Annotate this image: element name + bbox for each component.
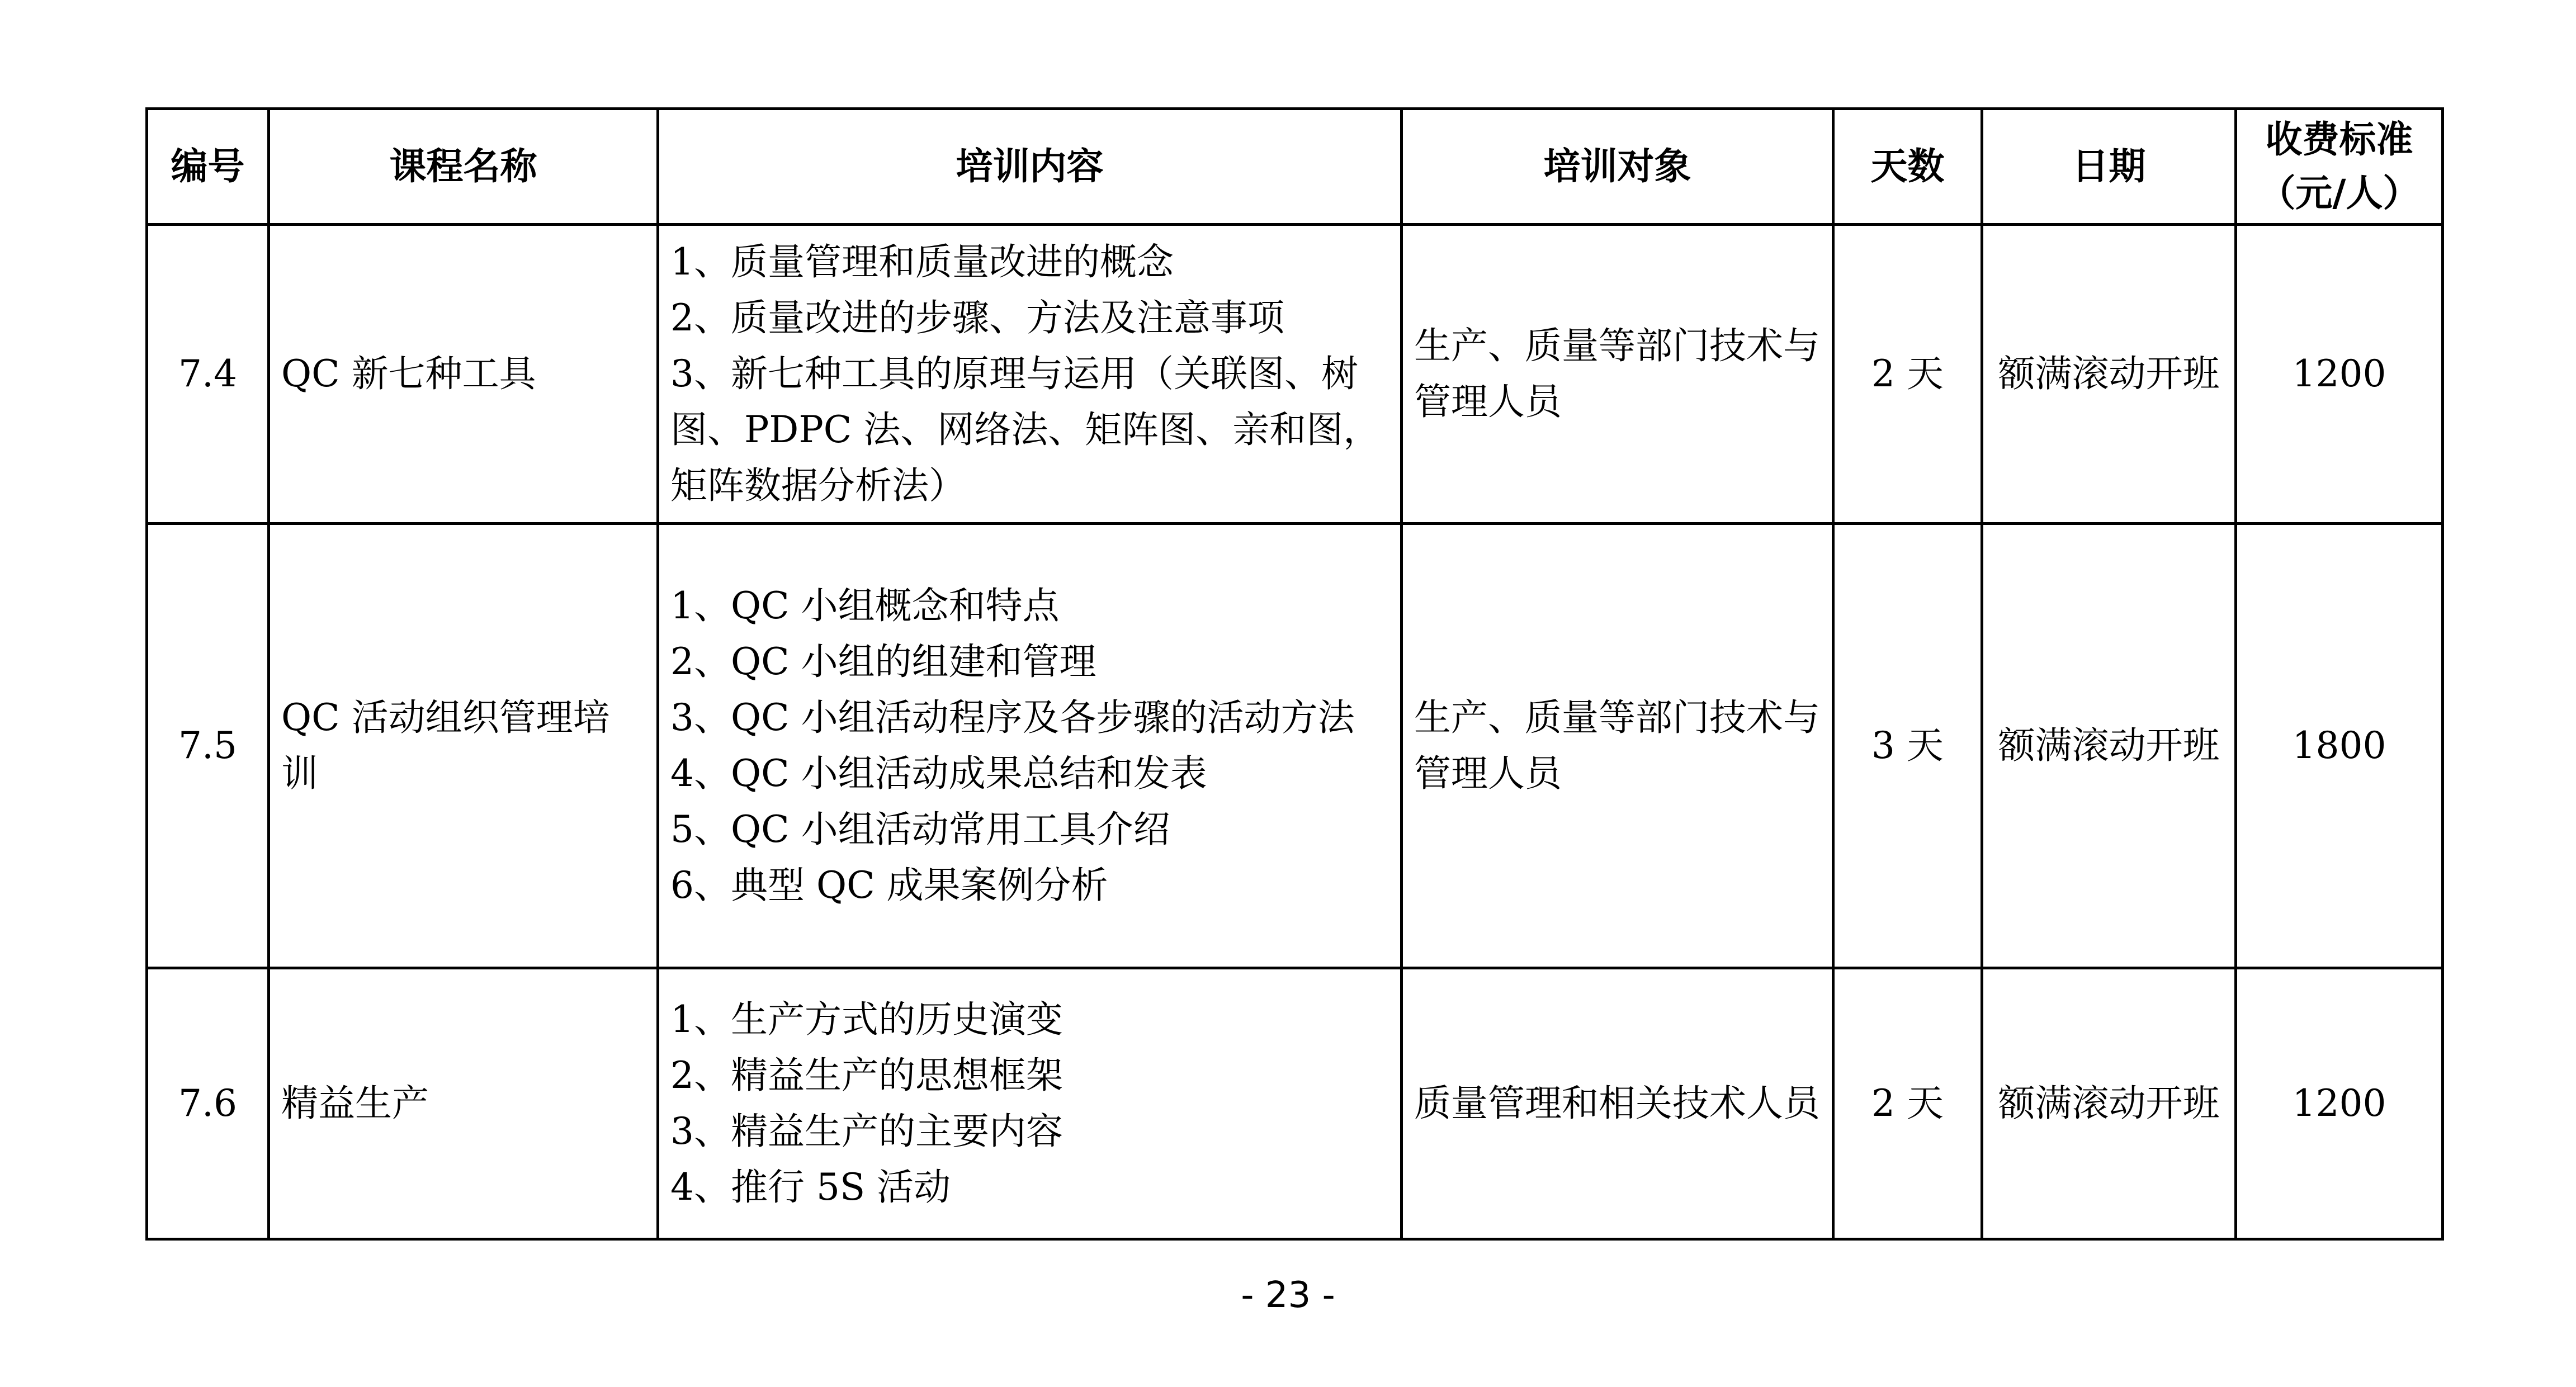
cell-id: 7.6 [147,968,269,1239]
cell-fee: 1800 [2236,524,2443,968]
content-line: 3、新七种工具的原理与运用（关联图、树图、PDPC 法、网络法、矩阵图、亲和图，矩阵数据分析法） [670,352,1381,507]
header-audience: 培训对象 [1402,109,1833,225]
content-line: 6、典型 QC 成果案例分析 [670,864,1108,907]
header-date: 日期 [1982,109,2236,225]
header-course-name: 课程名称 [269,109,658,225]
cell-id: 7.5 [147,524,269,968]
content-line: 1、质量管理和质量改进的概念 [670,240,1174,283]
cell-audience: 生产、质量等部门技术与管理人员 [1402,225,1833,524]
cell-training-content [658,225,1402,524]
content-line: 3、QC 小组活动程序及各步骤的活动方法 [670,696,1355,739]
cell-days: 2 天 [1833,225,1982,524]
table-row [147,968,2443,1239]
cell-fee: 1200 [2236,968,2443,1239]
cell-course-name: QC 活动组织管理培训 [269,524,658,968]
content-line: 5、QC 小组活动常用工具介绍 [670,808,1170,851]
content-line: 1、QC 小组概念和特点 [670,584,1060,627]
table-row [147,225,2443,524]
cell-id: 7.4 [147,225,269,524]
content-line: 4、QC 小组活动成果总结和发表 [670,752,1207,795]
course-table [145,107,2444,1241]
header-days: 天数 [1833,109,1982,225]
cell-date: 额满滚动开班 [1982,524,2236,968]
header-id: 编号 [147,109,269,225]
content-line: 3、精益生产的主要内容 [670,1110,1063,1153]
header-fee [2236,109,2443,225]
content-line: 2、QC 小组的组建和管理 [670,640,1096,683]
cell-days: 2 天 [1833,968,1982,1239]
header-training-content: 培训内容 [658,109,1402,225]
table-row [147,524,2443,968]
header-fee-line2: （元/人） [2258,172,2420,215]
cell-audience: 生产、质量等部门技术与管理人员 [1402,524,1833,968]
content-line: 4、推行 5S 活动 [670,1166,951,1209]
content-line: 2、精益生产的思想框架 [670,1054,1063,1097]
cell-date: 额满滚动开班 [1982,968,2236,1239]
cell-days: 3 天 [1833,524,1982,968]
cell-course-name: QC 新七种工具 [269,225,658,524]
cell-fee: 1200 [2236,225,2443,524]
cell-audience: 质量管理和相关技术人员 [1402,968,1833,1239]
cell-date: 额满滚动开班 [1982,225,2236,524]
cell-course-name: 精益生产 [269,968,658,1239]
content-line: 2、质量改进的步骤、方法及注意事项 [670,296,1284,339]
cell-training-content [658,524,1402,968]
header-fee-line1: 收费标准 [2265,118,2413,161]
header-row [147,109,2443,225]
cell-training-content [658,968,1402,1239]
content-line: 1、生产方式的历史演变 [670,998,1063,1041]
page-number: - 23 - [1241,1275,1335,1316]
